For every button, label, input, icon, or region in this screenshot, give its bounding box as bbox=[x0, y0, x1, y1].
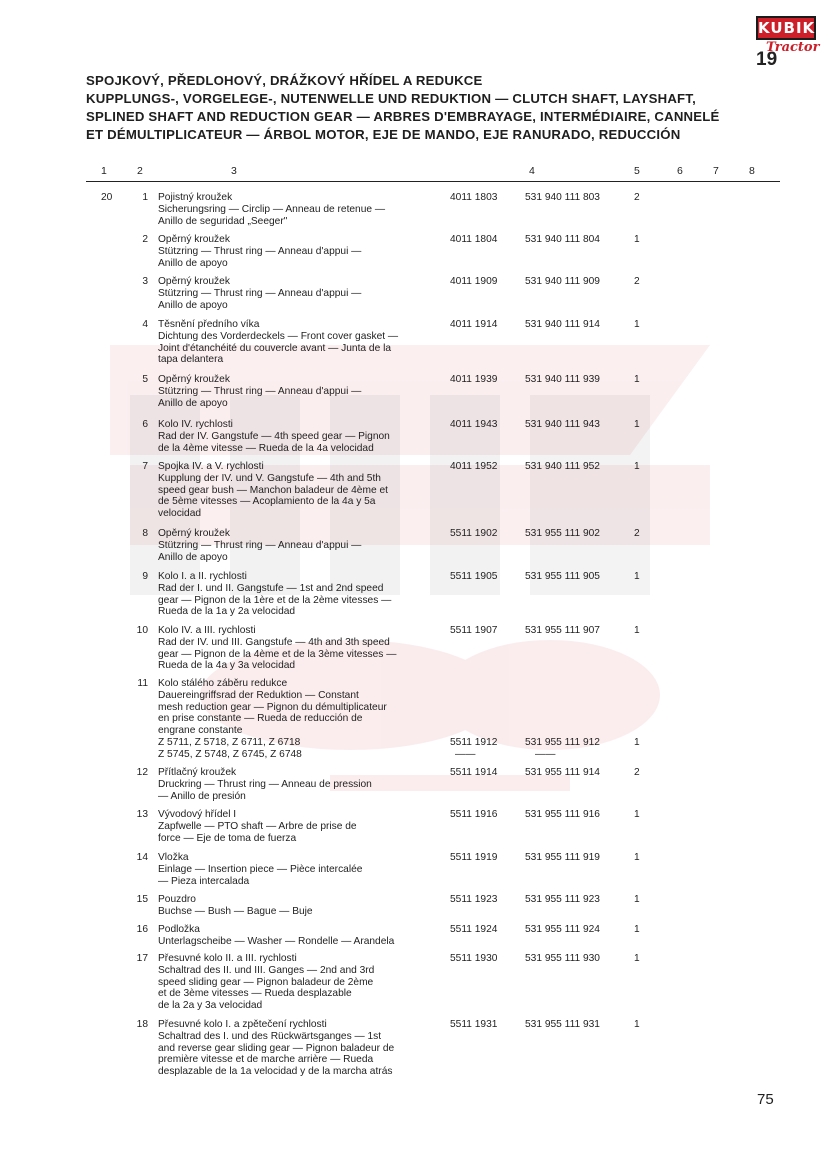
description-line: Rad der IV. und III. Gangstufe — 4th and 3th speed bbox=[158, 636, 390, 648]
description-line: Zapfwelle — PTO shaft — Arbre de prise de bbox=[158, 820, 357, 832]
catalog-number: 531 955 111 912 bbox=[525, 737, 600, 748]
catalog-number: 531 955 111 902 bbox=[525, 528, 600, 539]
position-number: 9 bbox=[142, 571, 148, 582]
description-line: — Pieza intercalada bbox=[158, 875, 250, 887]
description-line: Opěrný kroužek bbox=[158, 374, 230, 385]
column-header-7: 7 bbox=[713, 165, 719, 177]
column-header-5: 5 bbox=[634, 165, 640, 177]
item-description bbox=[158, 894, 448, 918]
description-line: Kolo IV. rychlosti bbox=[158, 419, 233, 430]
quantity: 1 bbox=[634, 924, 640, 935]
item-description bbox=[158, 678, 448, 761]
catalog-number: 531 955 111 919 bbox=[525, 852, 600, 863]
position-number: 1 bbox=[142, 192, 148, 203]
item-description bbox=[158, 234, 448, 269]
logo-brand: KUBIK bbox=[756, 16, 816, 40]
description-line: Těsnění předního víka bbox=[158, 319, 260, 330]
kubik-logo bbox=[756, 16, 818, 70]
position-number: 14 bbox=[136, 852, 148, 863]
description-line: engrane constante bbox=[158, 725, 243, 737]
description-line: Vývodový hřídel I bbox=[158, 809, 237, 820]
column-header-3: 3 bbox=[231, 165, 237, 177]
description-line: Rad der I. und II. Gangstufe — 1st and 2nd speed bbox=[158, 582, 384, 594]
item-description bbox=[158, 419, 448, 454]
description-line: and reverse gear sliding gear — Pignon baladeur de bbox=[158, 1042, 395, 1054]
catalog-number: 531 940 111 952 bbox=[525, 461, 600, 472]
quantity: 1 bbox=[634, 809, 640, 820]
part-number: 4011 1803 bbox=[450, 192, 498, 203]
item-description bbox=[158, 852, 448, 887]
quantity: 1 bbox=[634, 419, 640, 430]
position-number: 16 bbox=[136, 924, 148, 935]
description-line: Schaltrad des II. und III. Ganges — 2nd and 3rd bbox=[158, 964, 375, 976]
description-line: Sicherungsring — Circlip — Anneau de retenue — bbox=[158, 203, 386, 215]
quantity: 1 bbox=[634, 953, 640, 964]
description-line: Z 5745, Z 5748, Z 6745, Z 6748 bbox=[158, 748, 302, 760]
description-line: Buchse — Bush — Bague — Buje bbox=[158, 905, 313, 917]
catalog-number: 531 955 111 930 bbox=[525, 953, 600, 964]
description-line: Přítlačný kroužek bbox=[158, 767, 237, 778]
item-description bbox=[158, 809, 448, 844]
title-line: KUPPLUNGS-, VORGELEGE-, NUTENWELLE UND REDUKTION — CLUTCH SHAFT, LAYSHAFT, bbox=[86, 91, 696, 106]
description-line: force — Eje de toma de fuerza bbox=[158, 832, 297, 844]
position-number: 6 bbox=[142, 419, 148, 430]
description-line: et de 3ème vitesses — Rueda desplazable bbox=[158, 988, 352, 1000]
catalog-number: 531 940 111 909 bbox=[525, 276, 600, 287]
part-number: 5511 1905 bbox=[450, 571, 498, 582]
catalog-number: 531 955 111 905 bbox=[525, 571, 600, 582]
description-line: Anillo de apoyo bbox=[158, 299, 228, 311]
position-number: 5 bbox=[142, 374, 148, 385]
description-line: tapa delantera bbox=[158, 354, 224, 366]
title-line: SPOJKOVÝ, PŘEDLOHOVÝ, DRÁŽKOVÝ HŘÍDEL A REDUKCE bbox=[86, 73, 483, 88]
header-divider bbox=[86, 181, 780, 182]
description-line: Schaltrad des I. und des Rückwärtsganges — 1st bbox=[158, 1030, 382, 1042]
title-line: ET DÉMULTIPLICATEUR — ÁRBOL MOTOR, EJE DE MANDO, EJE RANURADO, REDUCCIÓN bbox=[86, 127, 681, 142]
item-description bbox=[158, 461, 448, 520]
quantity: 1 bbox=[634, 374, 640, 385]
description-line: Anillo de apoyo bbox=[158, 257, 228, 269]
catalog-number: 531 955 111 914 bbox=[525, 767, 600, 778]
catalog-number: 531 940 111 804 bbox=[525, 234, 600, 245]
description-line: Stützring — Thrust ring — Anneau d'appui — bbox=[158, 245, 362, 257]
position-number: 12 bbox=[136, 767, 148, 778]
description-line: speed gear bush — Manchon baladeur de 4ème et bbox=[158, 484, 388, 496]
description-line: en prise constante — Rueda de reducción de bbox=[158, 713, 363, 725]
description-line: Kolo I. a II. rychlosti bbox=[158, 571, 247, 582]
quantity: 1 bbox=[634, 894, 640, 905]
description-line: Opěrný kroužek bbox=[158, 234, 230, 245]
position-number: 15 bbox=[136, 894, 148, 905]
description-line: Přesuvné kolo II. a III. rychlosti bbox=[158, 953, 297, 964]
item-description bbox=[158, 192, 448, 227]
quantity: 1 bbox=[634, 461, 640, 472]
position-number: 4 bbox=[142, 319, 148, 330]
description-line: Anillo de seguridad „Seeger" bbox=[158, 215, 288, 227]
catalog-number: 531 940 111 939 bbox=[525, 374, 600, 385]
item-description bbox=[158, 319, 448, 366]
part-number: 5511 1930 bbox=[450, 953, 498, 964]
item-description bbox=[158, 276, 448, 311]
part-number: 4011 1943 bbox=[450, 419, 498, 430]
description-line: Rueda de la 1a y 2a velocidad bbox=[158, 606, 296, 618]
part-number: 5511 1914 bbox=[450, 767, 498, 778]
description-line: Kolo IV. a III. rychlosti bbox=[158, 625, 256, 636]
description-line: Anillo de apoyo bbox=[158, 397, 228, 409]
description-line: Z 5711, Z 5718, Z 6711, Z 6718 bbox=[158, 736, 301, 748]
description-line: Podložka bbox=[158, 924, 200, 935]
quantity: 2 bbox=[634, 767, 640, 778]
part-number-dash: —— bbox=[455, 749, 476, 760]
description-line: Vložka bbox=[158, 852, 189, 863]
description-line: Pouzdro bbox=[158, 894, 196, 905]
quantity: 1 bbox=[634, 625, 640, 636]
description-line: Rad der IV. Gangstufe — 4th speed gear — Pignon bbox=[158, 430, 390, 442]
description-line: Unterlagscheibe — Washer — Rondelle — Arandela bbox=[158, 935, 395, 947]
item-description bbox=[158, 625, 448, 672]
part-number: 5511 1902 bbox=[450, 528, 498, 539]
quantity: 1 bbox=[634, 571, 640, 582]
page-number: 75 bbox=[757, 1091, 774, 1108]
position-number: 11 bbox=[137, 678, 148, 689]
part-number: 4011 1952 bbox=[450, 461, 498, 472]
description-line: de la 2a y 3a velocidad bbox=[158, 1000, 263, 1012]
part-number: 5511 1923 bbox=[450, 894, 498, 905]
group-number: 20 bbox=[101, 192, 113, 203]
title-line: SPLINED SHAFT AND REDUCTION GEAR — ARBRES D'EMBRAYAGE, INTERMÉDIAIRE, CANNELÉ bbox=[86, 109, 720, 124]
item-description bbox=[158, 953, 448, 1012]
description-line: Rueda de la 4a y 3a velocidad bbox=[158, 660, 296, 672]
catalog-number: 531 955 111 916 bbox=[525, 809, 600, 820]
description-line: Kupplung der IV. und V. Gangstufe — 4th and 5th bbox=[158, 472, 381, 484]
part-number: 5511 1931 bbox=[450, 1019, 498, 1030]
position-number: 18 bbox=[136, 1019, 148, 1030]
description-line: — Anillo de presión bbox=[158, 790, 246, 802]
description-line: Spojka IV. a V. rychlosti bbox=[158, 461, 264, 472]
description-line: Druckring — Thrust ring — Anneau de pression bbox=[158, 778, 372, 790]
part-number: 5511 1907 bbox=[450, 625, 498, 636]
item-description bbox=[158, 374, 448, 409]
part-number: 4011 1939 bbox=[450, 374, 498, 385]
column-header-2: 2 bbox=[137, 165, 143, 177]
column-header-8: 8 bbox=[749, 165, 755, 177]
description-line: première vitesse et de marche arrière — Rueda bbox=[158, 1054, 374, 1066]
quantity: 1 bbox=[634, 234, 640, 245]
catalog-number: 531 955 111 931 bbox=[525, 1019, 600, 1030]
catalog-number: 531 955 111 923 bbox=[525, 894, 600, 905]
page-marker: 19 bbox=[756, 49, 778, 70]
catalog-number: 531 940 111 803 bbox=[525, 192, 600, 203]
description-line: Joint d'étanchéité du couvercle avant — Junta de la bbox=[158, 342, 392, 354]
position-number: 3 bbox=[142, 276, 148, 287]
item-description bbox=[158, 571, 448, 618]
column-header-4: 4 bbox=[529, 165, 535, 177]
catalog-number: 531 940 111 943 bbox=[525, 419, 600, 430]
description-line: de 5ème vitesses — Acoplamiento de la 4a y 5a bbox=[158, 496, 376, 508]
catalog-number-dash: —— bbox=[535, 749, 556, 760]
description-line: Opěrný kroužek bbox=[158, 276, 230, 287]
part-number: 5511 1916 bbox=[450, 809, 498, 820]
column-header-1: 1 bbox=[101, 165, 107, 177]
description-line: de la 4ème vitesse — Rueda de la 4a velocidad bbox=[158, 442, 374, 454]
part-number: 4011 1909 bbox=[450, 276, 498, 287]
description-line: gear — Pignon de la 4ème et de la 3ème vitesses — bbox=[158, 648, 397, 660]
description-line: velocidad bbox=[158, 508, 202, 520]
part-number: 4011 1804 bbox=[450, 234, 498, 245]
catalog-number: 531 955 111 907 bbox=[525, 625, 600, 636]
description-line: Einlage — Insertion piece — Pièce intercalée bbox=[158, 863, 363, 875]
column-header-6: 6 bbox=[677, 165, 683, 177]
logo-script: Tractor bbox=[766, 40, 820, 55]
description-line: Dichtung des Vorderdeckels — Front cover gasket — bbox=[158, 330, 399, 342]
quantity: 1 bbox=[634, 737, 640, 748]
position-number: 7 bbox=[142, 461, 148, 472]
position-number: 8 bbox=[142, 528, 148, 539]
description-line: Opěrný kroužek bbox=[158, 528, 230, 539]
description-line: gear — Pignon de la 1ère et de la 2ème vitesses — bbox=[158, 594, 392, 606]
item-description bbox=[158, 924, 448, 948]
description-line: Dauereingriffsrad der Reduktion — Constant bbox=[158, 689, 359, 701]
part-number: 5511 1924 bbox=[450, 924, 498, 935]
description-line: desplazable de la 1a velocidad y de la marcha atrás bbox=[158, 1066, 393, 1078]
quantity: 1 bbox=[634, 319, 640, 330]
description-line: Stützring — Thrust ring — Anneau d'appui — bbox=[158, 385, 362, 397]
description-line: Kolo stálého záběru redukce bbox=[158, 678, 288, 689]
item-description bbox=[158, 528, 448, 563]
description-line: speed sliding gear — Pignon baladeur de 2ème bbox=[158, 976, 374, 988]
quantity: 2 bbox=[634, 192, 640, 203]
quantity: 1 bbox=[634, 1019, 640, 1030]
quantity: 2 bbox=[634, 528, 640, 539]
part-number: 5511 1912 bbox=[450, 737, 498, 748]
description-line: Anillo de apoyo bbox=[158, 551, 228, 563]
description-line: Pojistný kroužek bbox=[158, 192, 233, 203]
item-description bbox=[158, 1019, 448, 1078]
part-number: 5511 1919 bbox=[450, 852, 498, 863]
quantity: 1 bbox=[634, 852, 640, 863]
position-number: 2 bbox=[142, 234, 148, 245]
part-number: 4011 1914 bbox=[450, 319, 498, 330]
quantity: 2 bbox=[634, 276, 640, 287]
position-number: 13 bbox=[136, 809, 148, 820]
catalog-number: 531 940 111 914 bbox=[525, 319, 600, 330]
description-line: Stützring — Thrust ring — Anneau d'appui — bbox=[158, 539, 362, 551]
catalog-number: 531 955 111 924 bbox=[525, 924, 600, 935]
position-number: 10 bbox=[136, 625, 148, 636]
page-title bbox=[86, 72, 766, 144]
description-line: mesh reduction gear — Pignon du démultiplicateur bbox=[158, 701, 387, 713]
position-number: 17 bbox=[136, 953, 148, 964]
description-line: Přesuvné kolo I. a zpětečení rychlosti bbox=[158, 1019, 327, 1030]
description-line: Stützring — Thrust ring — Anneau d'appui — bbox=[158, 287, 362, 299]
item-description bbox=[158, 767, 448, 802]
